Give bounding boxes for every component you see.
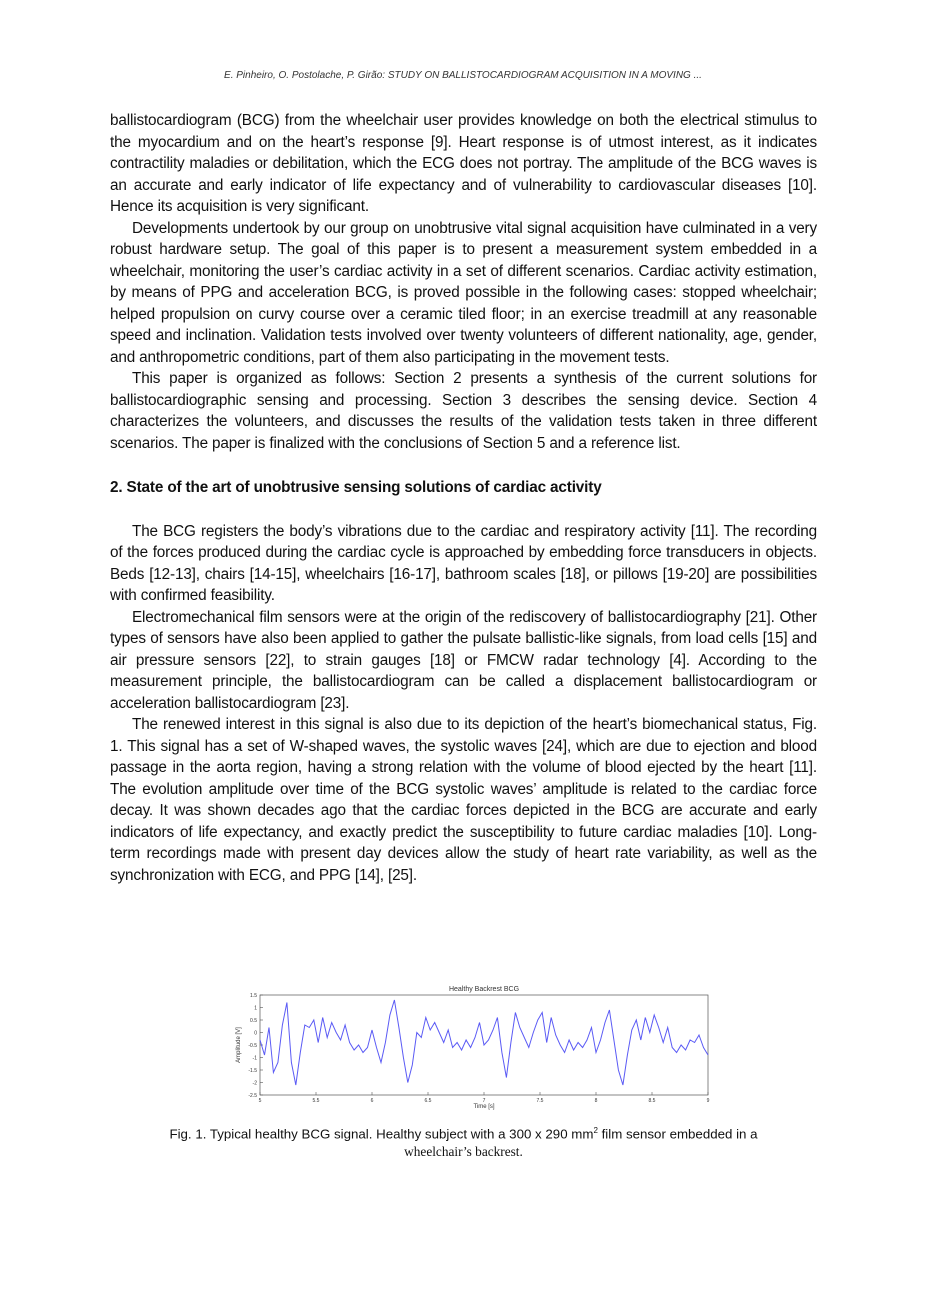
y-tick-label: -1.5 — [248, 1068, 257, 1074]
caption-line-1 — [110, 1122, 817, 1143]
y-tick-label: 1 — [254, 1005, 257, 1012]
section-paragraph-1: The BCG registers the body’s vibrations due to the cardiac and respiratory activity [11]. The recording of the forces produced during the cardiac cycle is approached by embedding force transducers in objects. Beds [12-13], chairs [14-15], wheelchairs [16-17], bathroom scales [18], or pillows [19-20] are possibilities with confirmed feasibility. — [110, 522, 817, 604]
x-tick-label: 7 — [482, 1098, 486, 1104]
y-tick-label: 0.5 — [250, 1018, 257, 1024]
x-tick-label: 5 — [258, 1098, 262, 1104]
figure-1 — [228, 982, 718, 1112]
y-tick-label: -0.5 — [248, 1043, 257, 1049]
chart-title: Healthy Backrest BCG — [448, 986, 520, 993]
y-tick-label: -2.5 — [248, 1093, 257, 1099]
x-tick-label: 9 — [706, 1098, 710, 1104]
caption-superscript: 2 — [593, 1126, 598, 1135]
y-axis-label: Amplitude [V] — [236, 1027, 242, 1063]
header-title: STUDY ON BALLISTOCARDIOGRAM ACQUISITION IN A MOVING ... — [387, 70, 702, 81]
x-tick-label: 5.5 — [312, 1098, 320, 1104]
figure-caption — [110, 1122, 817, 1161]
paragraph-2: Developments undertook by our group on unobtrusive vital signal acquisition have culminated in a very robust hardware setup. The goal of this paper is to present a measurement system embedded in a wheelchair, monitoring the user’s cardiac activity in a set of different scenarios. Cardiac activity estimation, by means of PPG and acceleration BCG, is proved possible in the following cases: stopped wheelchair; helped propulsion on curvy course over a ceramic tiled floor; in an exercise treadmill at any reasonable speed and inclination. Validation tests involved over twenty volunteers of different nationality, age, gender, and anthropometric conditions, part of them also participating in the movement tests. — [110, 219, 817, 366]
caption-line-2: wheelchair’s backrest. — [404, 1144, 523, 1160]
x-axis-label: Time [s] — [473, 1104, 495, 1110]
x-tick-label: 8 — [594, 1098, 598, 1104]
section-paragraph-2: Electromechanical film sensors were at the origin of the rediscovery of ballistocardiography [21]. Other types of sensors have also been applied to gather the pulsate ballistic-like signals, from load cells [15] and air pressure sensors [22], to strain gauges [18] or FMCW radar technology [4]. According to the measurement principle, the ballistocardiogram can be called a displacement ballistocardiogram or acceleration ballistocardiogram [23]. — [110, 608, 817, 712]
x-tick-label: 6 — [370, 1098, 374, 1104]
y-tick-label: -2 — [252, 1080, 257, 1087]
y-tick-label: -1 — [252, 1055, 257, 1062]
x-tick-label: 6.5 — [424, 1098, 432, 1104]
y-tick-label: 0 — [254, 1030, 257, 1037]
section-title: 2. State of the art of unobtrusive sensing solutions of cardiac activity — [110, 479, 602, 496]
paragraph-1: ballistocardiogram (BCG) from the wheelchair user provides knowledge on both the electrical stimulus to the myocardium and on the heart’s response [9]. Heart response is of utmost interest, as it indicates contractility maladies or debilitation, which the ECG does not portray. The amplitude of the BCG waves is an accurate and early indicator of life expectancy and of vulnerability to cardiovascular diseases [10]. Hence its acquisition is very significant. — [110, 112, 817, 215]
caption-rest: film sensor embedded in a — [597, 1126, 758, 1142]
x-tick-label: 7.5 — [536, 1098, 544, 1104]
body-text — [110, 110, 817, 886]
running-header — [0, 70, 926, 81]
paragraph-3: This paper is organized as follows: Section 2 presents a synthesis of the current solutions for ballistocardiographic sensing and processing. Section 3 describes the sensing device. Section 4 characterizes the volunteers, and discusses the results of the validation tests taken in three different scenarios. The paper is finalized with the conclusions of Section 5 and a reference list. — [110, 370, 817, 452]
header-authors: E. Pinheiro, O. Postolache, P. Girão: — [224, 70, 386, 81]
bcg-chart — [228, 982, 718, 1112]
section-paragraph-3: The renewed interest in this signal is also due to its depiction of the heart’s biomechanical status, Fig. 1. This signal has a set of W-shaped waves, the systolic waves [24], which are due to ejection and blood passage in the aorta region, having a strong relation with the volume of blood ejected by the heart [11]. The evolution amplitude over time of the BCG systolic waves’ amplitude is related to the cardiac force decay. It was shown decades ago that the cardiac forces depicted in the BCG are accurate and early indicators of life expectancy, and exactly predict the susceptibility to future cardiac maladies [10]. Long-term recordings made with present day devices allow the study of heart rate variability, as well as the synchronization with ECG, and PPG [14], [25]. — [110, 716, 817, 884]
caption-main: Fig. 1. Typical healthy BCG signal. Healthy subject with a 300 x 290 mm — [169, 1126, 594, 1142]
y-tick-label: 1.5 — [250, 993, 257, 999]
x-tick-label: 8.5 — [648, 1098, 656, 1104]
